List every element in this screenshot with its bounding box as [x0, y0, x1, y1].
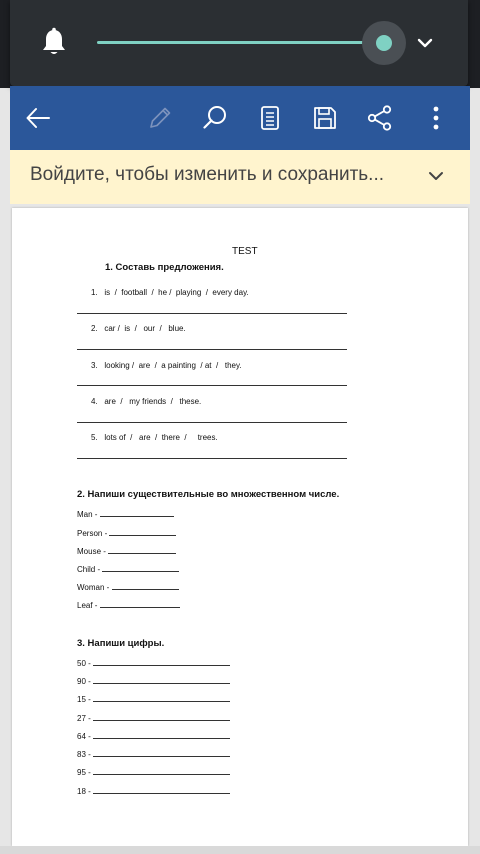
document-title: TEST — [232, 246, 258, 257]
sentence-item: 1. is / football / he / playing / every day. — [91, 288, 249, 297]
answer-line — [77, 422, 347, 423]
number-item: 64 - — [77, 731, 230, 741]
chevron-down-icon[interactable] — [426, 166, 446, 186]
noun-item: Man - — [77, 509, 174, 519]
noun-item: Woman - — [77, 582, 179, 592]
sentence-item: 3. looking / are / a painting / at / they. — [91, 361, 242, 370]
reading-view-icon[interactable] — [256, 104, 284, 132]
section-3-heading: 3. Напиши цифры. — [77, 638, 165, 649]
sign-in-banner-text: Войдите, чтобы изменить и сохранить... — [30, 164, 385, 185]
answer-line — [77, 313, 347, 314]
chevron-down-icon[interactable] — [415, 33, 435, 53]
answer-line — [77, 458, 347, 459]
sentence-item: 2. car / is / our / blue. — [91, 324, 186, 333]
noun-item: Leaf - — [77, 600, 180, 610]
sentence-item: 4. are / my friends / these. — [91, 397, 202, 406]
answer-line — [77, 349, 347, 350]
brightness-slider-track[interactable] — [97, 41, 394, 44]
word-toolbar — [10, 86, 470, 150]
bottom-edge — [0, 846, 480, 854]
number-item: 95 - — [77, 767, 230, 777]
bell-icon[interactable] — [40, 27, 68, 57]
more-icon[interactable] — [422, 104, 450, 132]
document-page[interactable] — [12, 208, 468, 846]
number-item: 27 - — [77, 713, 230, 723]
number-item: 90 - — [77, 676, 230, 686]
answer-line — [77, 385, 347, 386]
number-item: 50 - — [77, 658, 230, 668]
noun-item: Person - — [77, 528, 176, 538]
noun-item: Child - — [77, 564, 179, 574]
brightness-slider-knob[interactable] — [376, 35, 392, 51]
number-item: 83 - — [77, 749, 230, 759]
save-icon[interactable] — [311, 104, 339, 132]
section-1-heading: 1. Составь предложения. — [105, 262, 224, 273]
number-item: 18 - — [77, 786, 230, 796]
section-2-heading: 2. Напиши существительные во множественном числе. — [77, 489, 340, 500]
pencil-icon[interactable] — [146, 104, 174, 132]
noun-item: Mouse - — [77, 546, 176, 556]
share-icon[interactable] — [366, 104, 394, 132]
notification-panel — [10, 0, 468, 86]
number-item: 15 - — [77, 694, 230, 704]
sign-in-banner[interactable] — [10, 150, 470, 204]
search-icon[interactable] — [201, 104, 229, 132]
sentence-item: 5. lots of / are / there / trees. — [91, 433, 218, 442]
back-arrow-icon[interactable] — [24, 104, 52, 132]
